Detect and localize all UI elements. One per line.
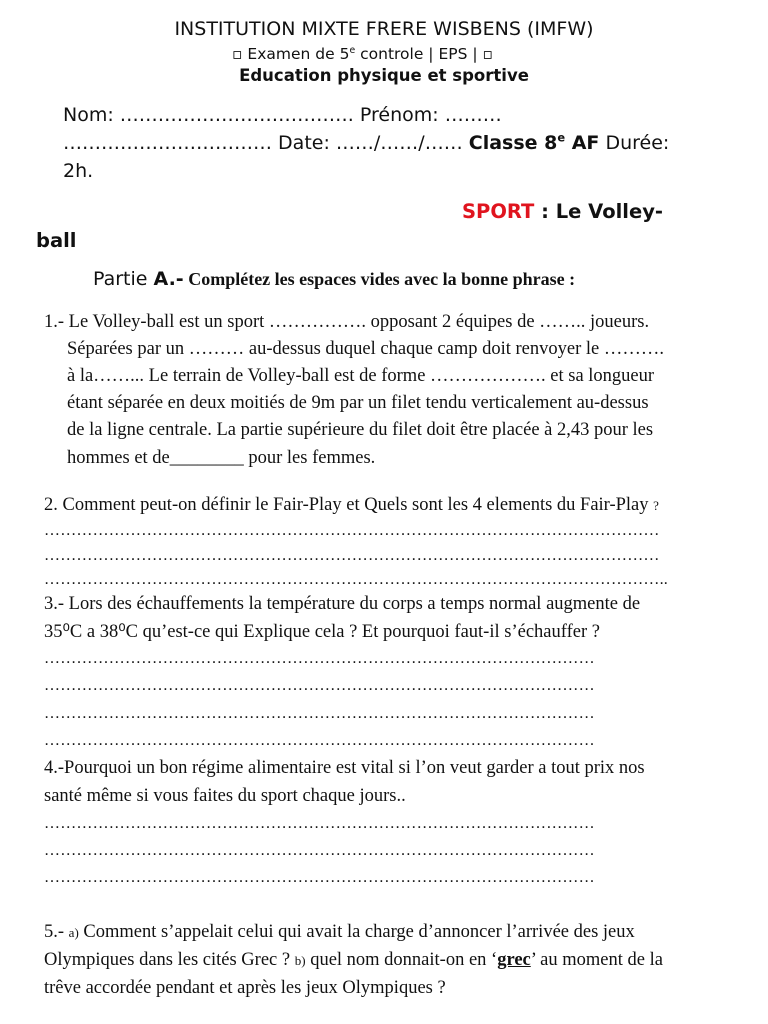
exam-sup: e bbox=[349, 44, 356, 56]
duration-label: Durée: bbox=[599, 132, 670, 154]
date-class-line bbox=[63, 132, 669, 154]
q4-answer-line-2[interactable]: ………………………………………………………………………………………… bbox=[44, 842, 595, 859]
subject-title: Education physique et sportive bbox=[239, 66, 529, 85]
exam-line bbox=[232, 45, 493, 63]
q5-part-b-label: b) bbox=[294, 953, 306, 968]
duration-value: 2h. bbox=[63, 160, 94, 182]
q4-line-1: 4.-Pourquoi un bon régime alimentaire est vital si l’on veut garder a tout prix nos bbox=[44, 758, 645, 778]
q3-answer-line-1[interactable]: ………………………………………………………………………………………… bbox=[44, 650, 595, 667]
q1-line-4: étant séparée en deux moitiés de 9m par un filet tendu verticalement au-dessus bbox=[67, 393, 649, 413]
institution-title: INSTITUTION MIXTE FRERE WISBENS (IMFW) bbox=[174, 18, 594, 40]
q2-answer-line-1[interactable]: …………………………………………………………………………………………………… bbox=[44, 522, 660, 539]
q5-line-3: trêve accordée pendant et après les jeux Olympiques ? bbox=[44, 978, 446, 998]
q2-text: 2. Comment peut-on définir le Fair-Play et Quels sont les 4 elements du Fair-Play ? bbox=[44, 495, 659, 515]
q3-answer-line-3[interactable]: ………………………………………………………………………………………… bbox=[44, 705, 595, 722]
part-instruction: Complétez les espaces vides avec la bonne phrase : bbox=[183, 269, 576, 289]
q4-line-2: santé même si vous faites du sport chaque jours.. bbox=[44, 786, 406, 806]
q3-answer-line-4[interactable]: ………………………………………………………………………………………… bbox=[44, 732, 595, 749]
q1-line-5: de la ligne centrale. La partie supérieure du filet doit être placée à 2,43 pour les bbox=[67, 420, 654, 440]
q2-answer-line-3[interactable]: …………………………………………………………………………………………………….. bbox=[44, 571, 668, 588]
class-label: Classe 8e AF bbox=[468, 130, 600, 154]
q3-line-2: 35⁰C a 38⁰C qu’est-ce qui Explique cela ? Et pourquoi faut-il s’échauffer ? bbox=[44, 622, 600, 642]
q1-line-2: Séparées par un ……… au-dessus duquel chaque camp doit renvoyer le ………. bbox=[67, 339, 664, 359]
q5-grec-word: grec bbox=[497, 950, 531, 970]
q1-line-1: 1.- Le Volley-ball est un sport ……………. opposant 2 équipes de …….. joueurs. bbox=[44, 312, 650, 332]
sport-word: SPORT bbox=[462, 200, 535, 223]
q3-line-1: 3.- Lors des échauffements la température du corps a temps normal augmente de bbox=[44, 594, 641, 614]
exam-suffix: controle | EPS | ▫ bbox=[355, 45, 494, 63]
q1-line-6: hommes et de________ pour les femmes. bbox=[67, 448, 376, 468]
q5-line-1: 5.- a) Comment s’appelait celui qui avait la charge d’annoncer l’arrivée des jeux bbox=[44, 922, 635, 942]
part-letter: A.- bbox=[153, 268, 184, 290]
part-a-heading bbox=[93, 268, 575, 290]
q5-part-a-label: a) bbox=[68, 925, 79, 940]
name-line: Nom: ………………………………. Prénom: ……… bbox=[63, 104, 502, 126]
q2-answer-line-2[interactable]: …………………………………………………………………………………………………… bbox=[44, 547, 660, 564]
sport-subject: : Le Volley- bbox=[534, 200, 663, 223]
q4-answer-line-1[interactable]: ………………………………………………………………………………………… bbox=[44, 815, 595, 832]
q4-answer-line-3[interactable]: ………………………………………………………………………………………… bbox=[44, 869, 595, 886]
part-label: Partie bbox=[93, 268, 154, 290]
q1-line-3: à la……... Le terrain de Volley-ball est de forme ………………. et sa longueur bbox=[67, 366, 655, 386]
q5-line-2: Olympiques dans les cités Grec ? b) quel nom donnait-on en ‘grec’ au moment de la bbox=[44, 950, 663, 970]
date-field: …………………………… Date: ……/……/…… bbox=[63, 132, 469, 154]
sport-title-cont: ball bbox=[36, 229, 77, 252]
exam-prefix: ▫ Examen de 5 bbox=[232, 45, 350, 63]
q3-answer-line-2[interactable]: ………………………………………………………………………………………… bbox=[44, 677, 595, 694]
sport-title bbox=[462, 200, 663, 223]
